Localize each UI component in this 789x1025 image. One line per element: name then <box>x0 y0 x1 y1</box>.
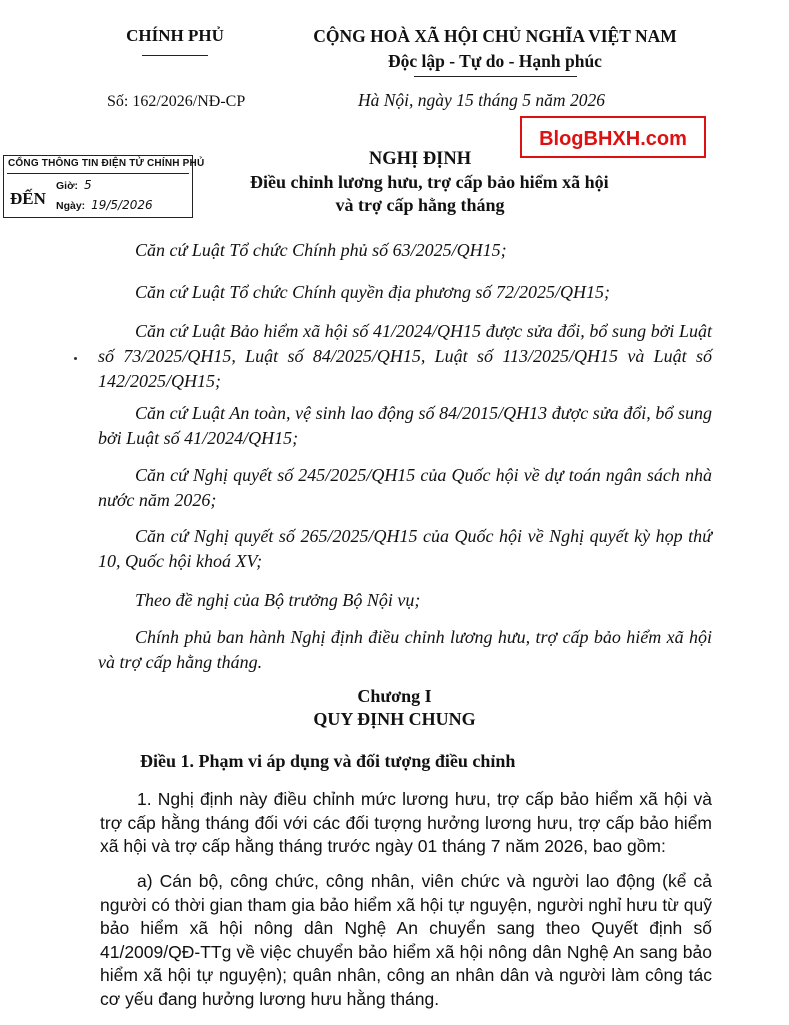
stamp-title: CỔNG THÔNG TIN ĐIỆN TỬ CHÍNH PHỦ <box>8 158 205 169</box>
preamble-item: Căn cứ Nghị quyết số 265/2025/QH15 của Quốc hội về Nghị quyết kỳ họp thứ 10, Quốc hội khoá XV; <box>98 526 712 571</box>
country-name: CỘNG HOÀ XÃ HỘI CHỦ NGHĨA VIỆT NAM <box>313 26 677 46</box>
preamble-item: Căn cứ Luật Tổ chức Chính phủ số 63/2025/QH15; <box>135 240 507 260</box>
preamble-item: Căn cứ Nghị quyết số 245/2025/QH15 của Quốc hội về dự toán ngân sách nhà nước năm 2026; <box>98 465 712 510</box>
national-header <box>300 24 690 74</box>
decree-subject-line2: và trợ cấp hằng tháng <box>335 195 505 215</box>
stamp-divider <box>7 173 189 174</box>
stamp-time-value: 5 <box>83 178 92 192</box>
decree-type: NGHỊ ĐỊNH <box>368 149 472 169</box>
stamp-time-label: Giờ: <box>56 180 79 192</box>
article-heading: Điều 1. Phạm vi áp dụng và đối tượng điều chỉnh <box>140 751 516 771</box>
stamp-time-row <box>56 178 92 192</box>
decree-subject-line1: Điều chỉnh lương hưu, trợ cấp bảo hiểm xã hội <box>250 172 609 192</box>
clause-1: 1. Nghị định này điều chỉnh mức lương hưu, trợ cấp bảo hiểm xã hội và trợ cấp hằng tháng đối với các đối tượng hưởng lương hưu, trợ cấp bảo hiểm xã hội và trợ cấp hằng tháng trước ngày 01 tháng 7 năm 2026, bao gồm: <box>100 789 712 856</box>
issuing-agency: CHÍNH PHỦ <box>126 26 224 45</box>
preamble-item: Căn cứ Luật Tổ chức Chính quyền địa phương số 72/2025/QH15; <box>135 282 611 302</box>
preamble-item: Chính phủ ban hành Nghị định điều chỉnh lương hưu, trợ cấp bảo hiểm xã hội và trợ cấp hằng tháng. <box>98 627 712 672</box>
motto-underline <box>414 76 577 77</box>
margin-speck <box>74 357 77 360</box>
chapter-number: Chương I <box>357 686 432 706</box>
stamp-date-label: Ngày: <box>56 200 86 212</box>
received-stamp <box>3 155 205 218</box>
stamp-date-row <box>56 198 153 212</box>
watermark-badge: BlogBHXH.com <box>520 116 706 158</box>
chapter-name: QUY ĐỊNH CHUNG <box>313 709 476 729</box>
preamble-item: Căn cứ Luật An toàn, vệ sinh lao động số 84/2015/QH13 được sửa đổi, bổ sung bởi Luật số 41/2024/QH15; <box>98 403 712 448</box>
decree-title <box>250 148 609 217</box>
document-number: Số: 162/2026/NĐ-CP <box>107 93 246 110</box>
national-motto: Độc lập - Tự do - Hạnh phúc <box>388 51 602 71</box>
point-a: a) Cán bộ, công chức, công nhân, viên chức và người lao động (kể cả người có thời gian tham gia bảo hiểm xã hội tự nguyện, người nghỉ hưu từ quỹ bảo hiểm xã hội nông dân Nghệ An chuyển sang theo Quyết định số 41/2009/QĐ-TTg về việc chuyển bảo hiểm xã hội nông dân Nghệ An sang bảo hiểm xã hội tự nguyện); quân nhân, công an nhân dân và người làm công tác cơ yếu đang hưởng lương hưu hằng tháng. <box>100 871 712 1009</box>
stamp-den-label: ĐẾN <box>10 189 46 208</box>
preamble-item: Căn cứ Luật Bảo hiểm xã hội số 41/2024/QH15 được sửa đổi, bổ sung bởi Luật số 73/2025/QH15, Luật số 84/2025/QH15, Luật số 113/2025/QH15 và Luật số 142/2025/QH15; <box>98 321 712 391</box>
place-date: Hà Nội, ngày 15 tháng 5 năm 2026 <box>358 90 605 110</box>
agency-underline <box>142 55 208 56</box>
stamp-date-value: 19/5/2026 <box>91 198 153 212</box>
preamble-item: Theo đề nghị của Bộ trưởng Bộ Nội vụ; <box>135 590 421 610</box>
